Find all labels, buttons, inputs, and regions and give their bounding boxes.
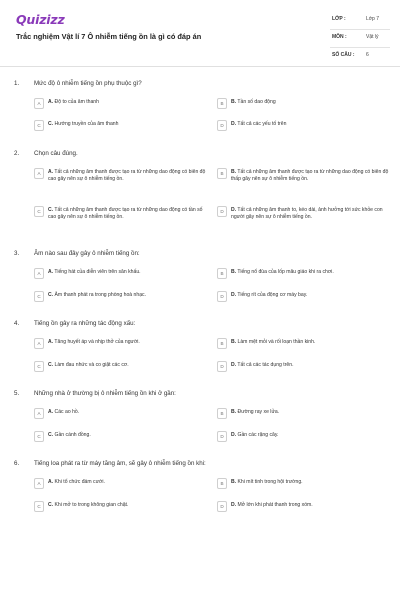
option-prefix: C. — [48, 502, 54, 508]
question-number: 5. — [14, 390, 20, 397]
option-text: Khi mít tinh trong hội trường. — [237, 479, 303, 485]
option-text: Làm mệt mỏi và rối loạn thần kinh. — [237, 339, 316, 345]
option-prefix: C. — [48, 121, 54, 127]
quizizz-logo: Quizizz — [16, 12, 65, 27]
option-text: Các ao hồ. — [54, 409, 80, 415]
option-prefix: B. — [231, 99, 237, 105]
answer-option-d[interactable] — [217, 291, 391, 304]
answer-option-a[interactable] — [34, 168, 208, 181]
option-letter-box: A — [34, 478, 44, 489]
question-number: 1. — [14, 80, 20, 87]
question-number: 3. — [14, 250, 20, 257]
option-letter-box: C — [34, 431, 44, 442]
answer-option-b[interactable] — [217, 268, 391, 281]
answer-option-c[interactable] — [34, 431, 208, 444]
option-letter-box: B — [217, 478, 227, 489]
answer-option-c[interactable] — [34, 361, 208, 374]
option-prefix: D. — [231, 292, 237, 298]
answer-option-d[interactable] — [217, 120, 391, 133]
option-prefix: A. — [48, 169, 54, 175]
meta-value-grade: Lớp 7 — [366, 16, 380, 22]
option-text: Tiếng nổ đùa của lốp mâu giáo khi ra chơi. — [237, 269, 334, 275]
option-letter-box: A — [34, 168, 44, 179]
meta-row-subject — [330, 30, 390, 48]
question-text: Tiếng loa phát ra từ máy tăng âm, sẽ gây ô nhiễm tiếng ồn khi: — [34, 460, 206, 467]
meta-value-question-count: 6 — [366, 52, 369, 58]
option-text: Khi tổ chức đám cưới. — [54, 479, 105, 485]
option-letter-box: B — [217, 98, 227, 109]
question-text: Âm nào sau đây gây ô nhiễm tiếng ồn: — [34, 250, 140, 257]
option-prefix: D. — [231, 502, 237, 508]
meta-row-question-count — [330, 48, 390, 66]
option-text: Tất cả các yếu tố trên — [237, 121, 287, 127]
worksheet-header — [0, 0, 400, 66]
answer-option-b[interactable] — [217, 338, 391, 351]
question-number: 2. — [14, 150, 20, 157]
option-text: Tất cả các tác dụng trên. — [237, 362, 294, 368]
option-text: Làm đau nhức và co giật các cơ. — [54, 362, 129, 368]
answer-option-a[interactable] — [34, 98, 208, 111]
option-prefix: B. — [231, 479, 237, 485]
option-letter-box: B — [217, 268, 227, 279]
option-prefix: B. — [231, 169, 237, 175]
answer-option-b[interactable] — [217, 168, 391, 181]
option-letter-box: A — [34, 338, 44, 349]
question-text: Tiếng ồn gây ra những tác động xấu: — [34, 320, 136, 327]
worksheet-meta — [330, 12, 390, 66]
option-letter-box: B — [217, 408, 227, 419]
option-prefix: A. — [48, 99, 54, 105]
answer-option-a[interactable] — [34, 478, 208, 491]
answer-option-b[interactable] — [217, 98, 391, 111]
question-number: 4. — [14, 320, 20, 327]
option-letter-box: B — [217, 338, 227, 349]
meta-key-question-count: SỐ CÂU : — [332, 52, 355, 58]
answer-option-c[interactable] — [34, 291, 208, 304]
answer-option-a[interactable] — [34, 268, 208, 281]
option-prefix: C. — [48, 292, 54, 298]
option-prefix: D. — [231, 121, 237, 127]
worksheet-title: Trắc nghiệm Vật lí 7 Ô nhiễm tiếng ồn là gì có đáp án — [16, 32, 202, 41]
answer-option-c[interactable] — [34, 120, 208, 133]
option-prefix: A. — [48, 409, 54, 415]
meta-row-grade — [330, 12, 390, 30]
option-letter-box: C — [34, 206, 44, 217]
option-text: Mở lớn khi phát thanh trong xóm. — [237, 502, 313, 508]
question-text: Những nhà ở thường bị ô nhiễm tiếng ồn khi ở gần: — [34, 390, 176, 397]
option-text: Tất cả những âm thanh được tạo ra từ những dao động có biên độ cao gây nên sự ô nhiễm tiếng ồn. — [48, 169, 206, 182]
option-text: Tiếng hát của diễn viên trên sân khấu. — [54, 269, 141, 275]
option-letter-box: C — [34, 361, 44, 372]
option-text: Độ to của âm thanh — [54, 99, 99, 105]
option-text: Tần số dao động — [237, 99, 276, 105]
option-text: Tất cả những âm thanh được tạo ra từ những dao động có tần số cao gây nên sự ô nhiễm tiếng ồn. — [48, 207, 203, 220]
option-text: Tất cả những âm thanh to, kéo dài, ảnh hưởng tới sức khỏe con người gây nên sự ô nhiễm tiếng ồn. — [231, 207, 383, 220]
option-text: Âm thanh phát ra trong phòng hoà nhạc. — [54, 292, 146, 298]
header-divider — [0, 66, 400, 67]
option-letter-box: C — [34, 501, 44, 512]
meta-key-grade: LỚP : — [332, 16, 346, 22]
option-text: Tiếng rít của động cơ máy bay. — [237, 292, 308, 298]
option-text: Tất cả những âm thanh được tạo ra từ những dao động có biên độ thấp gây nên sự ô nhiễm tiếng ồn. — [231, 169, 389, 182]
option-prefix: B. — [231, 339, 237, 345]
option-letter-box: B — [217, 168, 227, 179]
option-prefix: B. — [231, 409, 237, 415]
option-letter-box: D — [217, 291, 227, 302]
question-text: Chọn câu đúng. — [34, 150, 78, 157]
question-text: Mức độ ô nhiễm tiếng ồn phụ thuộc gì? — [34, 80, 142, 87]
option-text: Tăng huyết áp và nhịp thở của người. — [54, 339, 140, 345]
answer-option-c[interactable] — [34, 206, 208, 219]
answer-option-d[interactable] — [217, 206, 391, 219]
option-letter-box: D — [217, 501, 227, 512]
answer-option-d[interactable] — [217, 501, 391, 514]
option-letter-box: D — [217, 431, 227, 442]
answer-option-d[interactable] — [217, 361, 391, 374]
option-letter-box: D — [217, 206, 227, 217]
meta-key-subject: MÔN : — [332, 34, 347, 40]
answer-option-c[interactable] — [34, 501, 208, 514]
option-prefix: C. — [48, 432, 54, 438]
option-prefix: A. — [48, 269, 54, 275]
option-text: Gần các rặng cây. — [237, 432, 279, 438]
answer-option-b[interactable] — [217, 478, 391, 491]
question-number: 6. — [14, 460, 20, 467]
option-prefix: C. — [48, 207, 54, 213]
option-text: Hướng truyền của âm thanh — [54, 121, 119, 127]
option-letter-box: C — [34, 120, 44, 131]
option-prefix: D. — [231, 432, 237, 438]
option-text: Gần cánh đồng. — [54, 432, 91, 438]
option-text: Đường ray xe lửa. — [237, 409, 280, 415]
option-prefix: D. — [231, 207, 237, 213]
option-prefix: A. — [48, 339, 54, 345]
option-text: Khi mở to trong không gian chật. — [54, 502, 129, 508]
option-letter-box: D — [217, 120, 227, 131]
answer-option-a[interactable] — [34, 408, 208, 421]
answer-option-d[interactable] — [217, 431, 391, 444]
option-prefix: D. — [231, 362, 237, 368]
option-prefix: B. — [231, 269, 237, 275]
answer-option-a[interactable] — [34, 338, 208, 351]
meta-value-subject: Vật lý — [366, 34, 379, 40]
option-prefix: A. — [48, 479, 54, 485]
option-letter-box: D — [217, 361, 227, 372]
option-letter-box: A — [34, 408, 44, 419]
option-letter-box: C — [34, 291, 44, 302]
option-prefix: C. — [48, 362, 54, 368]
option-letter-box: A — [34, 98, 44, 109]
option-letter-box: A — [34, 268, 44, 279]
answer-option-b[interactable] — [217, 408, 391, 421]
